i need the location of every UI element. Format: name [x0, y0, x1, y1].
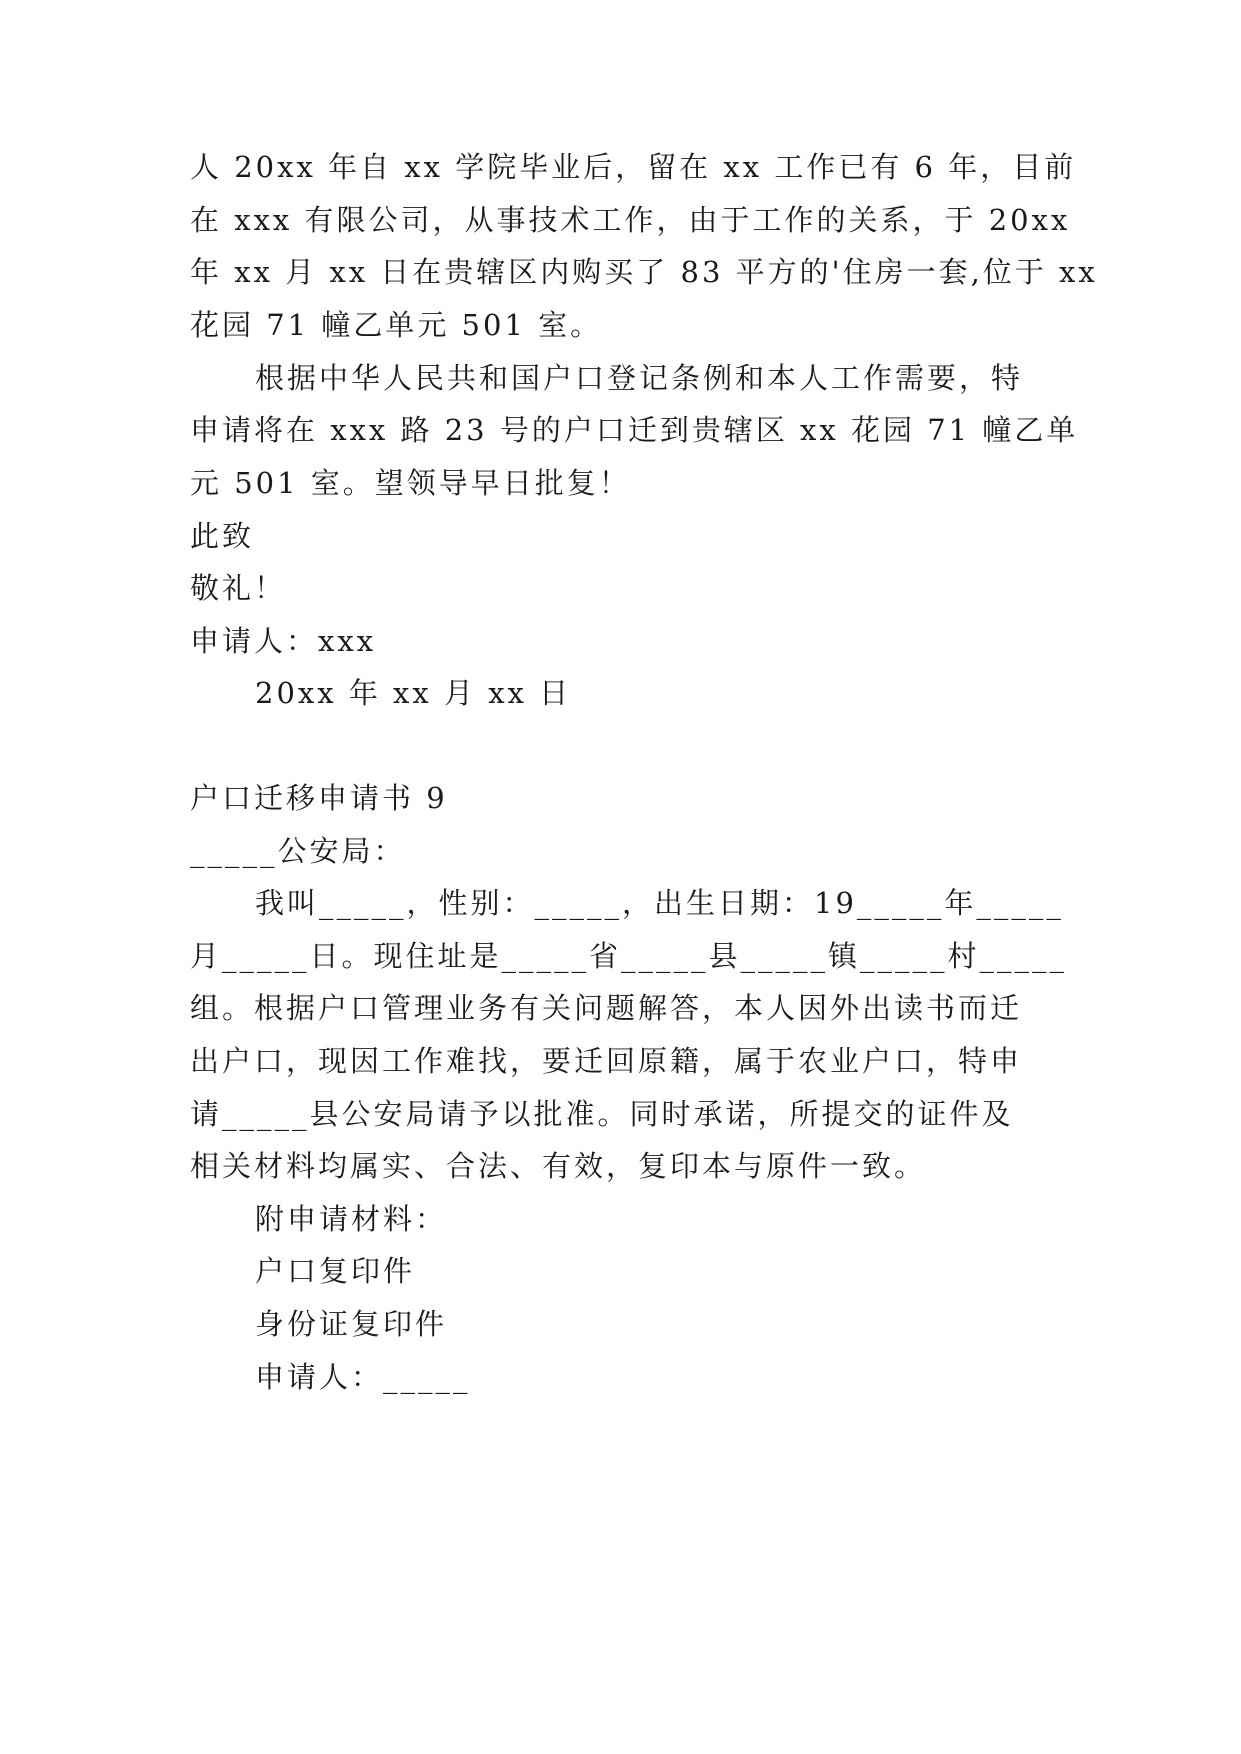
letter1-para1-line3: 年 xx 月 xx 日在贵辖区内购买了 83 平方的'住房一套,位于 xx	[190, 255, 1098, 289]
letter1-para1-line4: 花园 71 幢乙单元 501 室。	[190, 308, 603, 342]
letter2-para1-line1: 我叫_____，性别：_____，出生日期：19_____年_____	[255, 886, 1064, 920]
letter2-para1-line2: 月_____日。现住址是_____省_____县_____镇_____村_____	[190, 939, 1068, 973]
letter2-attachment-item: 户口复印件	[255, 1254, 416, 1288]
letter1-para1-line1: 人 20xx 年自 xx 学院毕业后，留在 xx 工作已有 6 年，目前	[190, 150, 1077, 184]
letter1-para2-line1: 根据中华人民共和国户口登记条例和本人工作需要，特	[255, 361, 1024, 395]
letter1-para2-line2: 申请将在 xxx 路 23 号的户口迁到贵辖区 xx 花园 71 幢乙单	[190, 413, 1079, 447]
letter2-para1-line3: 组。根据户口管理业务有关问题解答，本人因外出读书而迁	[190, 991, 1023, 1025]
letter1-para2-line3: 元 501 室。望领导早日批复！	[190, 466, 631, 500]
letter2-para1-line5: 请_____县公安局请予以批准。同时承诺，所提交的证件及	[190, 1097, 1014, 1131]
letter2-attachments-label: 附申请材料：	[255, 1202, 448, 1236]
letter2-attachment-item: 身份证复印件	[255, 1307, 448, 1341]
letter2-para1-line6: 相关材料均属实、合法、有效，复印本与原件一致。	[190, 1149, 927, 1183]
letter1-applicant: 申请人：xxx	[190, 624, 377, 658]
letter2-applicant: 申请人：_____	[255, 1360, 471, 1394]
letter2-title: 户口迁移申请书 9	[190, 781, 448, 815]
letter1-date: 20xx 年 xx 月 xx 日	[255, 676, 572, 710]
letter1-para1-line2: 在 xxx 有限公司，从事技术工作，由于工作的关系，于 20xx	[190, 203, 1071, 237]
letter2-para1-line4: 出户口，现因工作难找，要迁回原籍，属于农业户口，特申	[190, 1044, 1023, 1078]
letter1-closing-1: 此致	[190, 519, 255, 553]
letter1-closing-2: 敬礼！	[190, 571, 287, 605]
letter2-addressee: _____公安局：	[190, 834, 406, 868]
